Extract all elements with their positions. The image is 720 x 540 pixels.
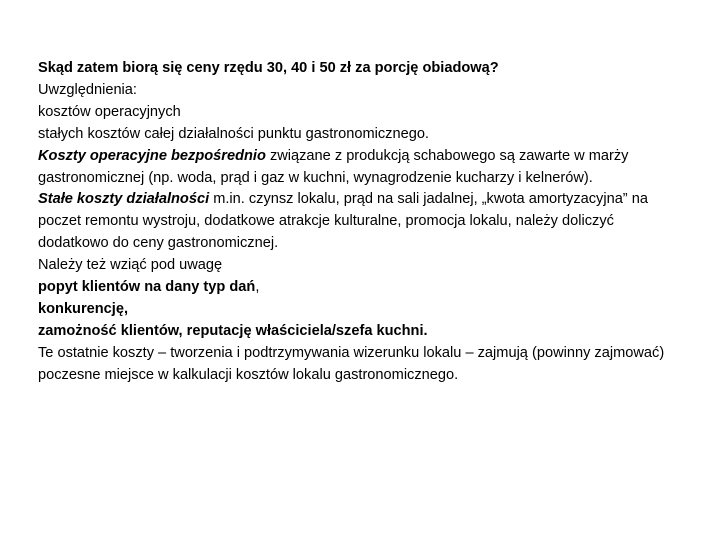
question-heading: Skąd zatem biorą się ceny rzędu 30, 40 i 50 zł za porcję obiadową? — [38, 60, 499, 76]
factor-wealth-reputation: zamożność klientów, reputację właściciela/szefa kuchni. — [38, 322, 428, 339]
factor-demand — [38, 277, 678, 299]
fixed-costs-term: Stałe koszty działalności — [38, 191, 210, 208]
direct-costs-text: związane z produkcją schabowego są zawarte w marży gastronomicznej (np. woda, prąd i gaz w kuchni, wynagrodzenie kucharzy i kelnerów). — [38, 147, 629, 186]
list-item-fixed-costs: stałych kosztów całej działalności punktu gastronomicznego. — [38, 125, 429, 142]
list-item-operational-costs: kosztów operacyjnych — [38, 103, 181, 120]
considerations-label: Uwzględnienia: — [38, 81, 137, 98]
factor-demand-label: popyt klientów na dany typ dań — [38, 279, 256, 296]
fixed-costs-text: m.in. czynsz lokalu, prąd na sali jadalnej, „kwota amortyzacyjna” na poczet remontu wystroju, dodatkowe atrakcje kulturalne, promocja lokalu, należy doliczyć dodatkowo do ceny gastronomicznej. — [38, 191, 648, 252]
paragraph-fixed-costs — [38, 189, 678, 255]
direct-costs-term: Koszty operacyjne bezpośrednio — [38, 147, 266, 164]
slide-text-block — [38, 58, 678, 387]
factor-competition: konkurencję, — [38, 300, 129, 317]
paragraph-direct-costs — [38, 146, 678, 190]
factor-demand-suffix: , — [255, 279, 260, 296]
paragraph-final-note: Te ostatnie koszty – tworzenia i podtrzymywania wizerunku lokalu – zajmują (powinny zajmować) poczesne miejsce w kalkulacji kosztów lokalu gastronomicznego. — [38, 344, 665, 383]
consider-also-text: Należy też wziąć pod uwagę — [38, 257, 223, 274]
